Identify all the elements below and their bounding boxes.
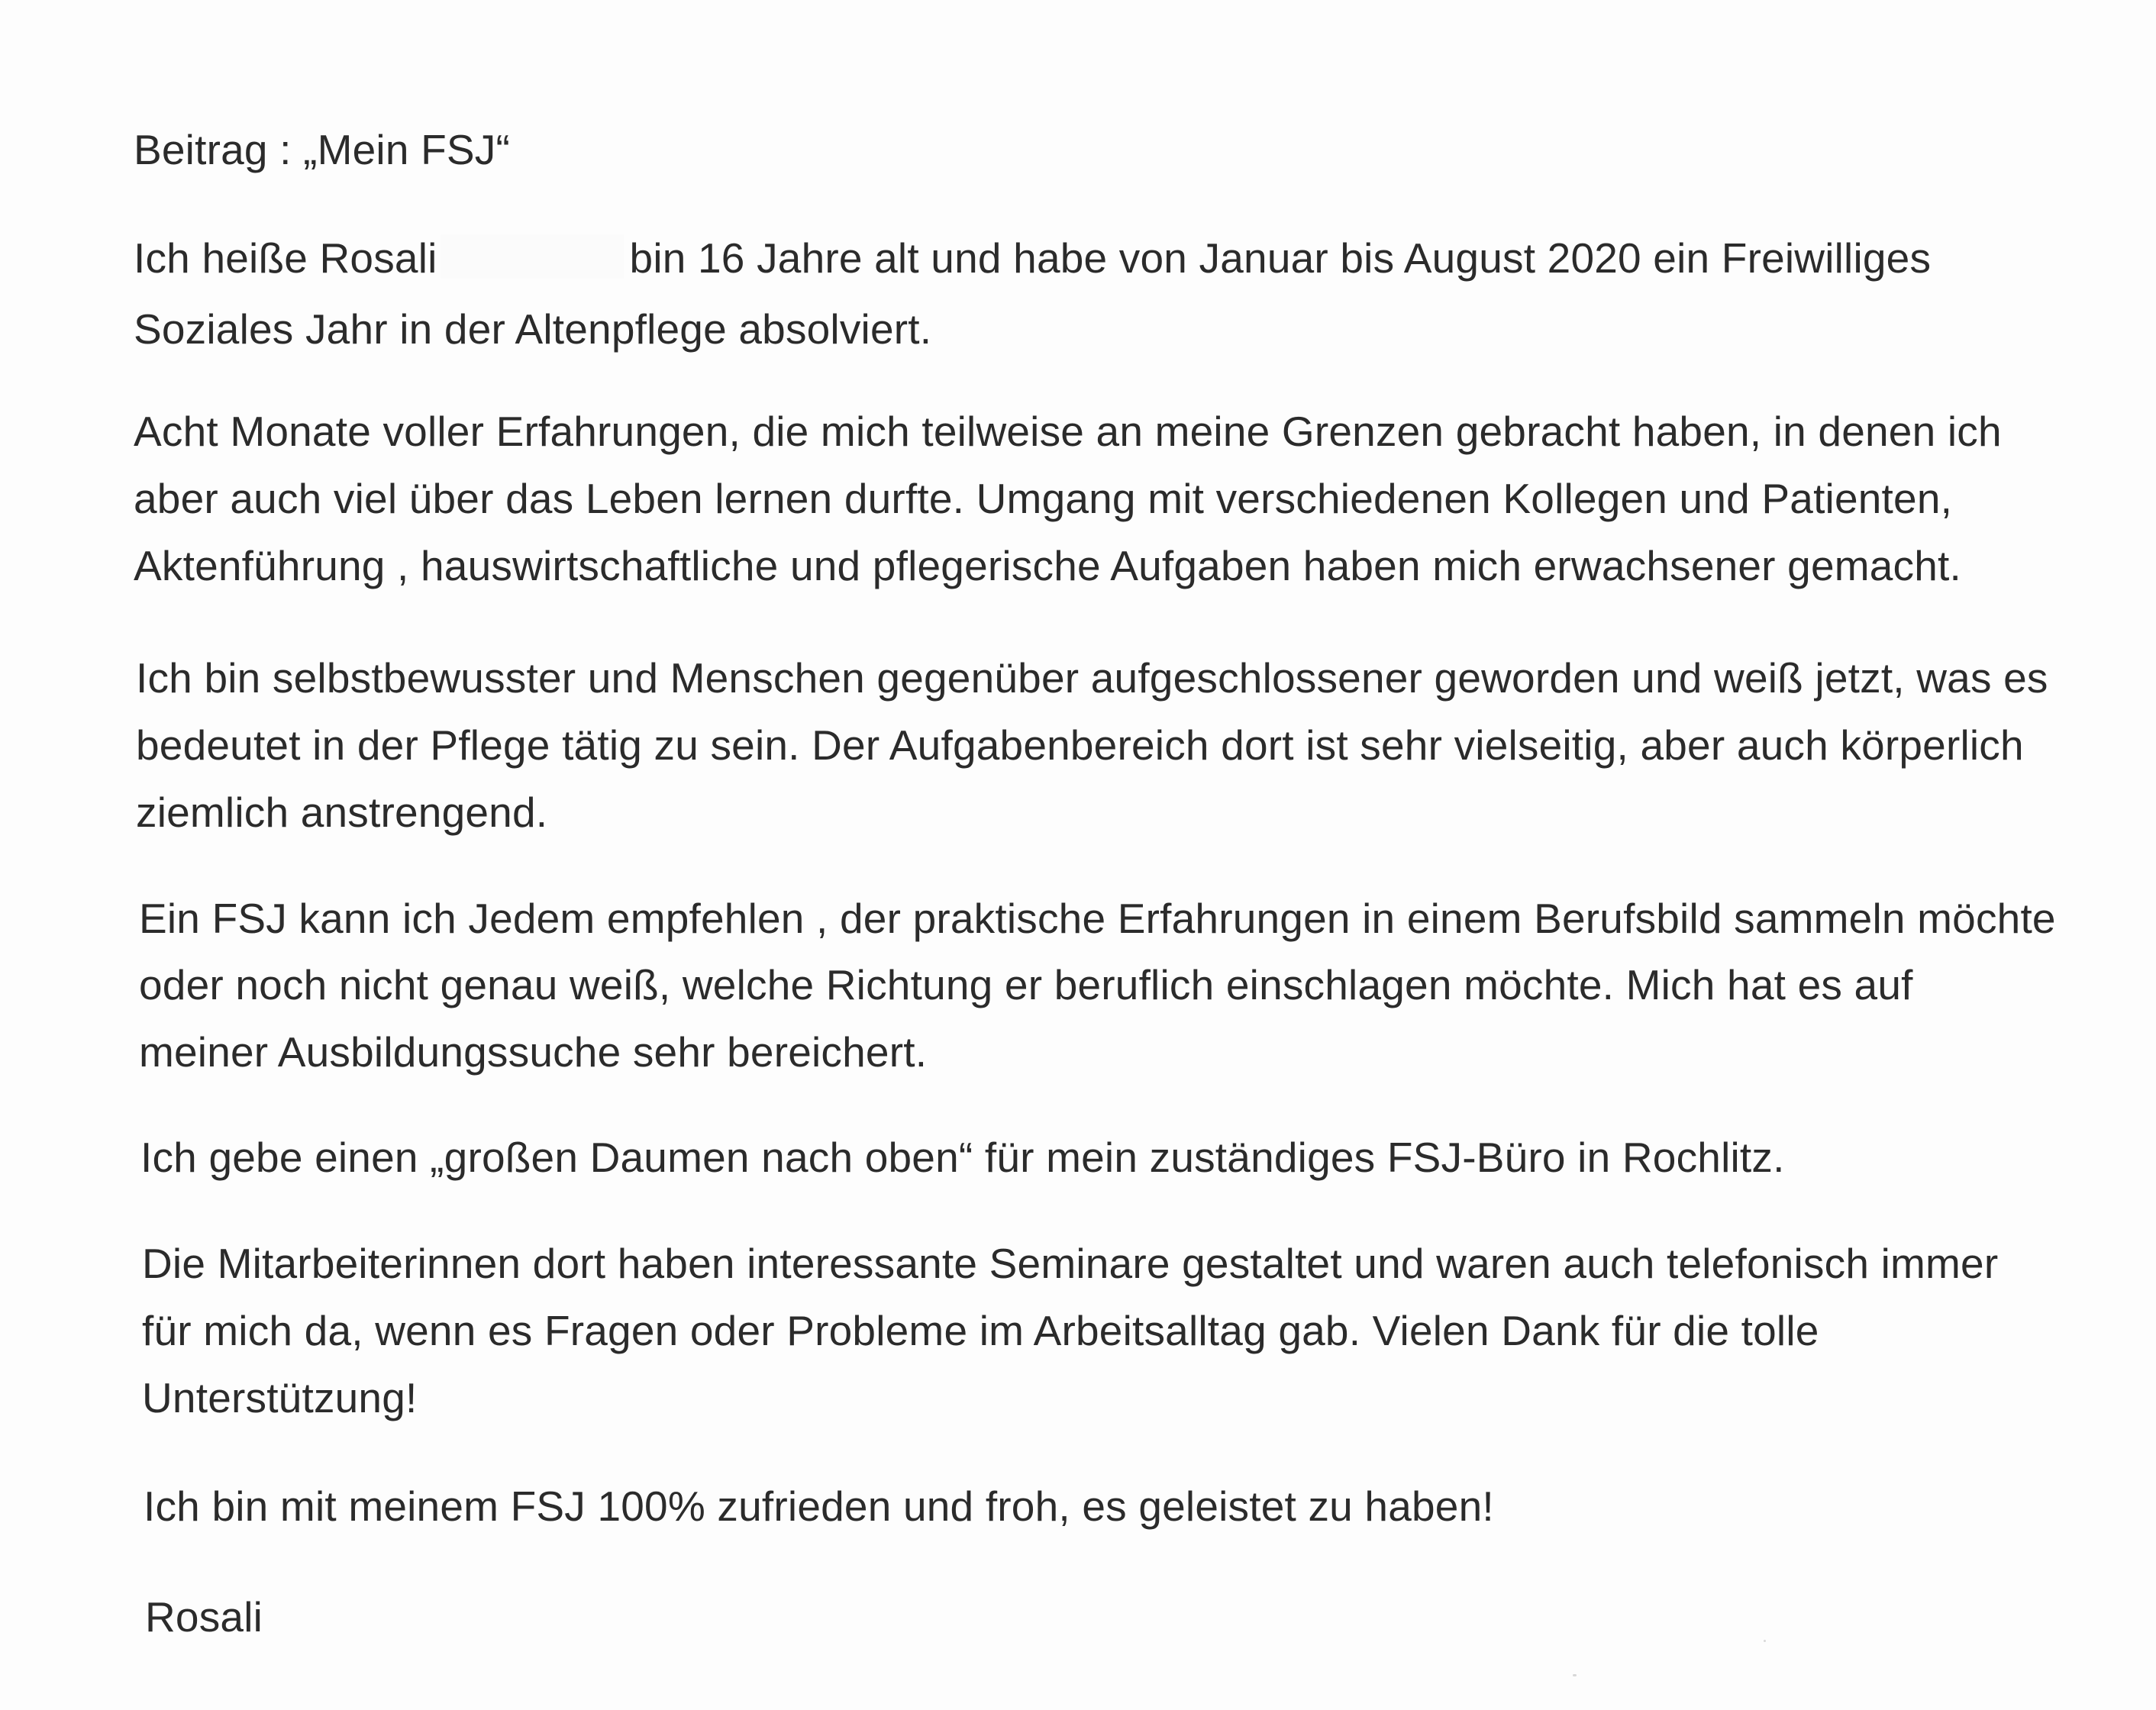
intro-line-1 [134, 233, 1931, 283]
paragraph-6-line-1: Die Mitarbeiterinnen dort haben interessante Seminare gestaltet und waren auch telefonisch immer [142, 1240, 1999, 1287]
paragraph-6-line-2: für mich da, wenn es Fragen oder Probleme im Arbeitsalltag gab. Vielen Dank für die tolle [142, 1307, 1819, 1354]
paragraph-3-line-1: Ich bin selbstbewusster und Menschen gegenüber aufgeschlossener geworden und weiß jetzt, was es [136, 654, 2048, 702]
document-title: Beitrag : „Mein FSJ“ [134, 126, 511, 173]
scan-speck [1764, 1640, 1766, 1642]
paragraph-4-line-2: oder noch nicht genau weiß, welche Richtung er beruflich einschlagen möchte. Mich hat es auf [139, 961, 1913, 1008]
signature: Rosali [145, 1593, 263, 1641]
paragraph-4-line-3: meiner Ausbildungssuche sehr bereichert. [139, 1028, 928, 1076]
intro-line-2: Soziales Jahr in der Altenpflege absolviert. [134, 305, 932, 353]
scan-speck [1573, 1674, 1577, 1676]
paragraph-2-line-1: Acht Monate voller Erfahrungen, die mich teilweise an meine Grenzen gebracht haben, in denen ich [134, 408, 2002, 455]
paragraph-3-line-2: bedeutet in der Pflege tätig zu sein. Der Aufgabenbereich dort ist sehr vielseitig, aber auch körperlich [136, 721, 2024, 769]
paragraph-2-line-2: aber auch viel über das Leben lernen durfte. Umgang mit verschiedenen Kollegen und Patienten, [134, 475, 1953, 522]
paragraph-3-line-3: ziemlich anstrengend. [136, 789, 548, 836]
paragraph-6-line-3: Unterstützung! [142, 1374, 418, 1421]
paragraph-7-line-1: Ich bin mit meinem FSJ 100% zufrieden und froh, es geleistet zu haben! [144, 1483, 1494, 1530]
paragraph-5-line-1: Ich gebe einen „großen Daumen nach oben“ für mein zuständiges FSJ-Büro in Rochlitz. [140, 1134, 1785, 1181]
intro-text-before-redaction: Ich heiße Rosali [134, 234, 437, 282]
paragraph-4-line-1: Ein FSJ kann ich Jedem empfehlen , der praktische Erfahrungen in einem Berufsbild sammeln möchte [139, 895, 2056, 942]
paragraph-2-line-3: Aktenführung , hauswirtschaftliche und pflegerische Aufgaben haben mich erwachsener gemacht. [134, 542, 1962, 589]
redacted-name [441, 234, 624, 279]
intro-text-after-redaction: bin 16 Jahre alt und habe von Januar bis August 2020 ein Freiwilliges [629, 234, 1932, 282]
